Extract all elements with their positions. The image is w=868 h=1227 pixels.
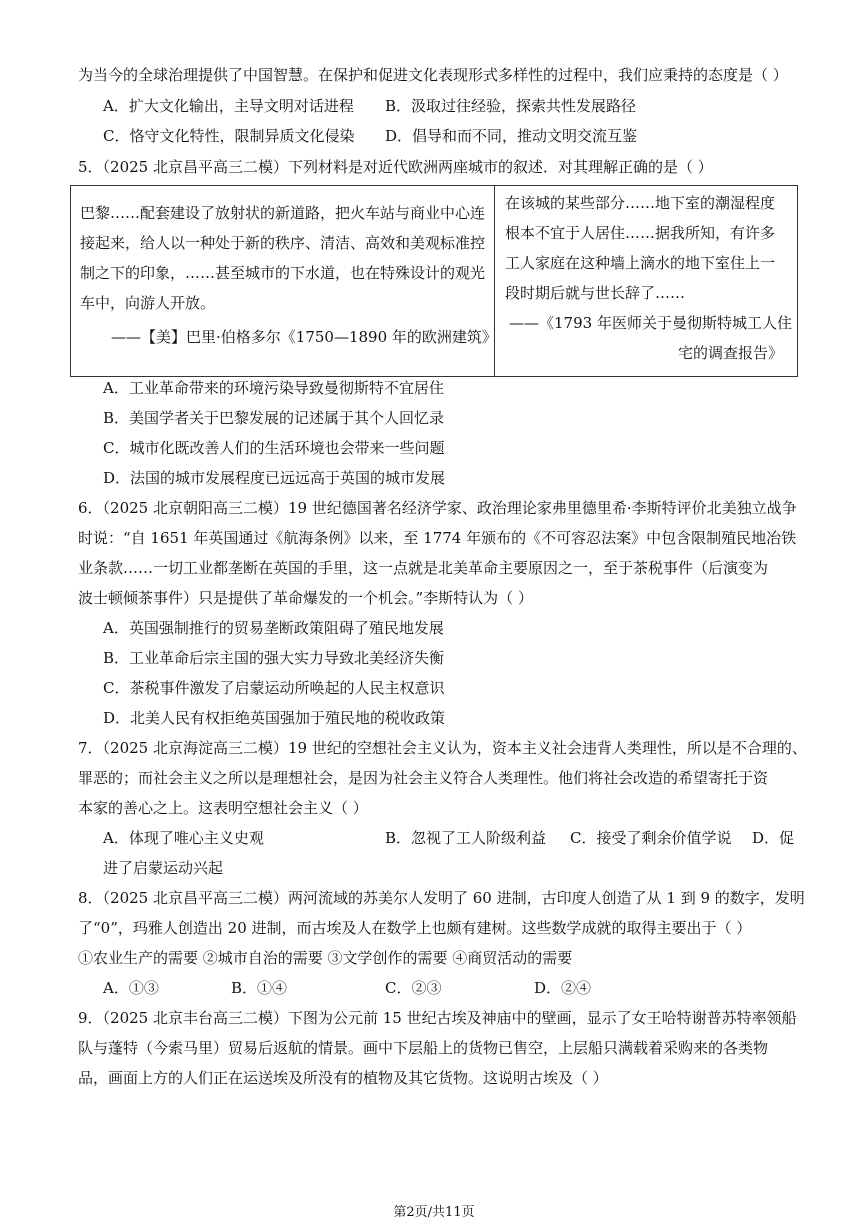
material-right-line: 段时期后就与世长辞了…… (505, 284, 686, 302)
material-right-source: 宅的调查报告》 (677, 344, 783, 362)
option-b[interactable]: B．工业革命后宗主国的强大实力导致北美经济失衡 (103, 649, 445, 667)
question-6-stem: 业条款……一切工业都垄断在英国的手里，这一点就是北美革命主要原因之一，至于茶税事件（后演变为 (78, 559, 769, 577)
option-c[interactable]: C．恪守文化特性，限制异质文化侵染 (103, 127, 355, 145)
option-a[interactable]: A．扩大文化输出，主导文明对话进程 (103, 97, 354, 115)
material-left-line: 接起来，给人以一种处于新的秩序、清洁、高效和美观标准控 (80, 234, 486, 252)
question-8-stem: 了“0”，玛雅人创造出 20 进制，而古埃及人在数学上也颇有建树。这些数学成就的取得主要出于（ ） (78, 919, 752, 937)
material-right-line: 工人家庭在这种墙上滴水的地下室住上一 (505, 254, 776, 272)
question-stem-line: 为当今的全球治理提供了中国智慧。在保护和促进文化表现形式多样性的过程中，我们应秉持的态度是（ ） (78, 66, 788, 84)
material-left-line: 制之下的印象，……甚至城市的下水道，也在特殊设计的观光 (80, 264, 486, 282)
option-b[interactable]: B．忽视了工人阶级利益 (385, 829, 547, 847)
option-b[interactable]: B．汲取过往经验，探索共性发展路径 (385, 97, 637, 115)
question-9-stem: 队与蓬特（今索马里）贸易后返航的情景。画中下层船上的货物已售空，上层船只满载着采购来的各类物 (78, 1039, 769, 1057)
option-d-continued[interactable]: 进了启蒙运动兴起 (103, 859, 224, 877)
question-9-stem: 9．（2025 北京丰台高三二模）下图为公元前 15 世纪古埃及神庙中的壁画，显示了女王哈特谢普苏特率领船 (78, 1009, 797, 1027)
material-left-cell (71, 186, 495, 377)
option-a[interactable]: A．①③ (103, 979, 159, 997)
material-right-cell (495, 186, 798, 377)
option-a[interactable]: A．英国强制推行的贸易垄断政策阻碍了殖民地发展 (103, 619, 444, 637)
question-7-stem: 7．（2025 北京海淀高三二模）19 世纪的空想社会主义认为，资本主义社会违背人类理性，所以是不合理的、 (78, 739, 807, 757)
option-d[interactable]: D．北美人民有权拒绝英国强加于殖民地的税收政策 (103, 709, 446, 727)
option-c[interactable]: C．②③ (385, 979, 442, 997)
question-6-stem: 时说：“自 1651 年英国通过《航海条例》以来，至 1774 年颁布的《不可容忍法案》中包含限制殖民地冶铁 (78, 529, 797, 547)
material-left-line: 巴黎……配套建设了放射状的新道路，把火车站与商业中心连 (80, 204, 486, 222)
question-7-stem: 罪恶的；而社会主义之所以是理想社会，是因为社会主义符合人类理性。他们将社会改造的希望寄托于资 (78, 769, 769, 787)
question-8-choices: ①农业生产的需要 ②城市自治的需要 ③文学创作的需要 ④商贸活动的需要 (78, 949, 573, 967)
option-a[interactable]: A．工业革命带来的环境污染导致曼彻斯特不宜居住 (103, 379, 444, 397)
option-a[interactable]: A．体现了唯心主义史观 (103, 829, 264, 847)
option-d[interactable]: D．②④ (534, 979, 592, 997)
material-right-line: 在该城的某些部分……地下室的潮湿程度 (505, 194, 776, 212)
question-8-stem: 8．（2025 北京昌平高三二模）两河流域的苏美尔人发明了 60 进制，古印度人创造了从 1 到 9 的数字，发明 (78, 889, 805, 907)
question-6-stem: 波士顿倾茶事件）只是提供了革命爆发的一个机会。”李斯特认为（ ） (78, 589, 533, 607)
question-9-stem: 品，画面上方的人们正在运送埃及所没有的植物及其它货物。这说明古埃及（ ） (78, 1069, 608, 1087)
option-b[interactable]: B．①④ (231, 979, 288, 997)
option-b[interactable]: B．美国学者关于巴黎发展的记述属于其个人回忆录 (103, 409, 445, 427)
option-c[interactable]: C．接受了剩余价值学说 (570, 829, 732, 847)
question-5-stem: 5．（2025 北京昌平高三二模）下列材料是对近代欧洲两座城市的叙述．对其理解正确的是（ ） (78, 158, 713, 176)
material-table (70, 185, 798, 377)
question-6-stem: 6．（2025 北京朝阳高三二模）19 世纪德国著名经济学家、政治理论家弗里德里希·李斯特评价北美独立战争 (78, 499, 797, 517)
material-right-source: ——《1793 年医师关于曼彻斯特城工人住 (509, 314, 792, 332)
option-d[interactable]: D．法国的城市发展程度已远远高于英国的城市发展 (103, 469, 446, 487)
material-right-line: 根本不宜于人居住……据我所知，有许多 (505, 224, 776, 242)
material-left-source: ——【美】巴里·伯格多尔《1750—1890 年的欧洲建筑》 (111, 328, 497, 346)
option-c[interactable]: C．茶税事件激发了启蒙运动所唤起的人民主权意识 (103, 679, 445, 697)
question-7-stem: 本家的善心之上。这表明空想社会主义（ ） (78, 799, 368, 817)
option-c[interactable]: C．城市化既改善人们的生活环境也会带来一些问题 (103, 439, 445, 457)
option-d[interactable]: D．促 (752, 829, 795, 847)
page-number: 第2页/共11页 (393, 1205, 475, 1220)
material-left-line: 车中，向游人开放。 (80, 294, 216, 312)
option-d[interactable]: D．倡导和而不同，推动文明交流互鉴 (385, 127, 638, 145)
